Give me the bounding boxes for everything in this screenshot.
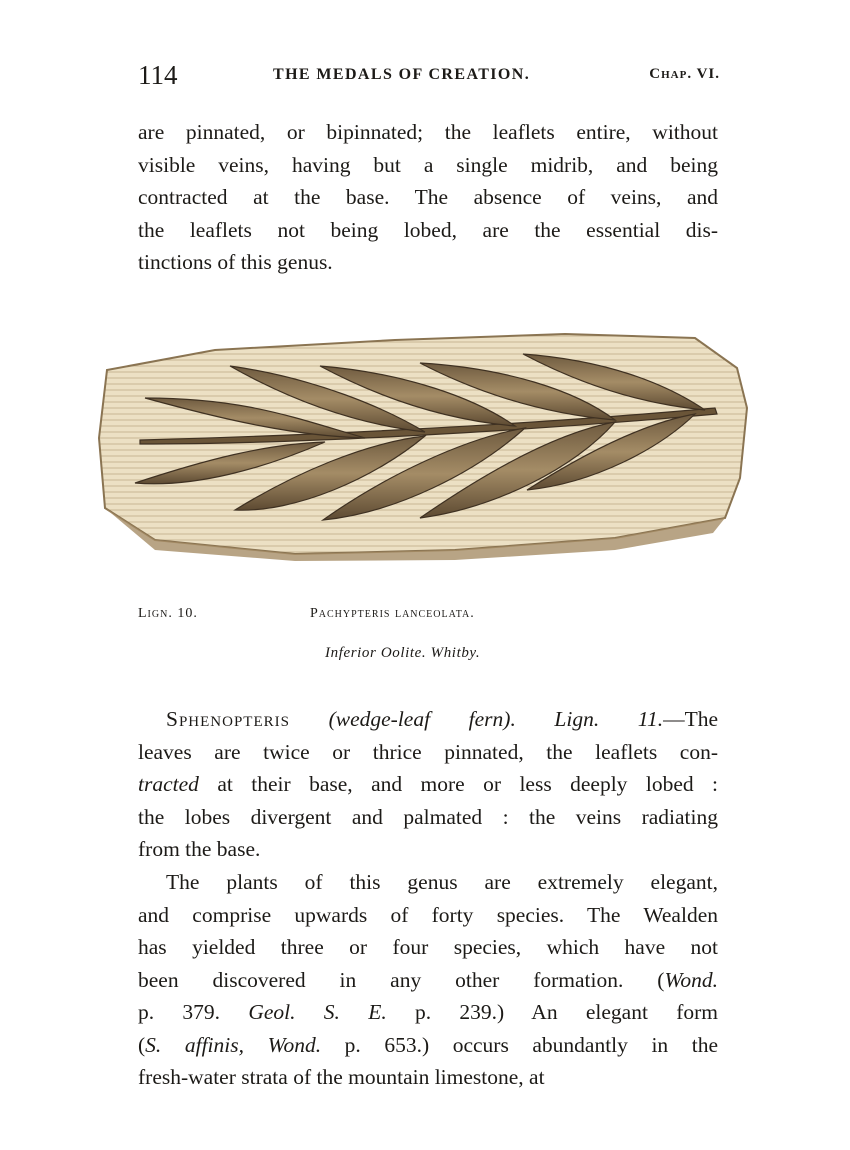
text-span: p. 653.) occurs abundantly in the [321,1032,719,1057]
genus-name: Sphenopteris [166,707,290,731]
text-line: has yielded three or four species, which have not [138,935,718,959]
reference: Wond. [267,1032,322,1057]
species-name: S. affinis, [145,1032,244,1057]
figure-reference: Lign. 11. [554,707,664,731]
chapter-label: Chap. VI. [649,66,720,82]
italic-word: tracted [138,772,199,796]
paragraph-sphenopteris [138,703,718,866]
fossil-leaf-illustration [95,328,755,563]
common-name: (wedge-leaf fern). [328,707,516,731]
text-line: and comprise upwards of forty species. The Wealden [138,902,718,927]
text-line: leaves are twice or thrice pinnated, the leaflets con- [138,739,718,764]
text-line: visible veins, having but a single midrib, and being [138,152,718,177]
running-head [138,62,720,92]
figure-caption [138,606,718,630]
text-span: ( [138,1032,146,1057]
text-line [138,964,718,997]
page-number: 114 [138,60,178,90]
reference: Wond. [664,967,718,992]
text-span: at their base, and more or less deeply lobed : [198,772,718,796]
text-line: tinctions of this genus. [138,250,333,274]
text-span: been discovered in any other formation. ( [138,967,665,992]
text-span: p. 239.) An elegant form [386,1000,719,1024]
text-span: p. 379. [138,1000,221,1024]
figure-number: Lign. 10. [138,606,198,621]
text-line: fresh-water strata of the mountain limestone, at [138,1065,545,1089]
text-line: the leaflets not being lobed, are the essential dis- [138,217,718,242]
text-line: The plants of this genus are extremely elegant, [166,870,718,894]
paragraph-pachypteris [138,116,718,279]
figure-title: Pachypteris lanceolata. [310,606,475,621]
paragraph-sphenopteris-species [138,866,718,1094]
running-title: THE MEDALS OF CREATION. [273,66,531,83]
reference: Geol. S. E. [248,1000,387,1024]
figure-locality: Inferior Oolite. Whitby. [325,645,481,661]
text-line [138,703,718,736]
text-span: —The [663,707,719,731]
text-line [138,996,718,1029]
text-line: contracted at the base. The absence of veins, and [138,185,718,209]
text-line [138,1029,718,1062]
text-line: are pinnated, or bipinnated; the leaflets entire, without [138,120,718,144]
text-line [138,768,718,801]
text-line: from the base. [138,837,261,861]
text-line: the lobes divergent and palmated : the veins radiating [138,804,718,829]
